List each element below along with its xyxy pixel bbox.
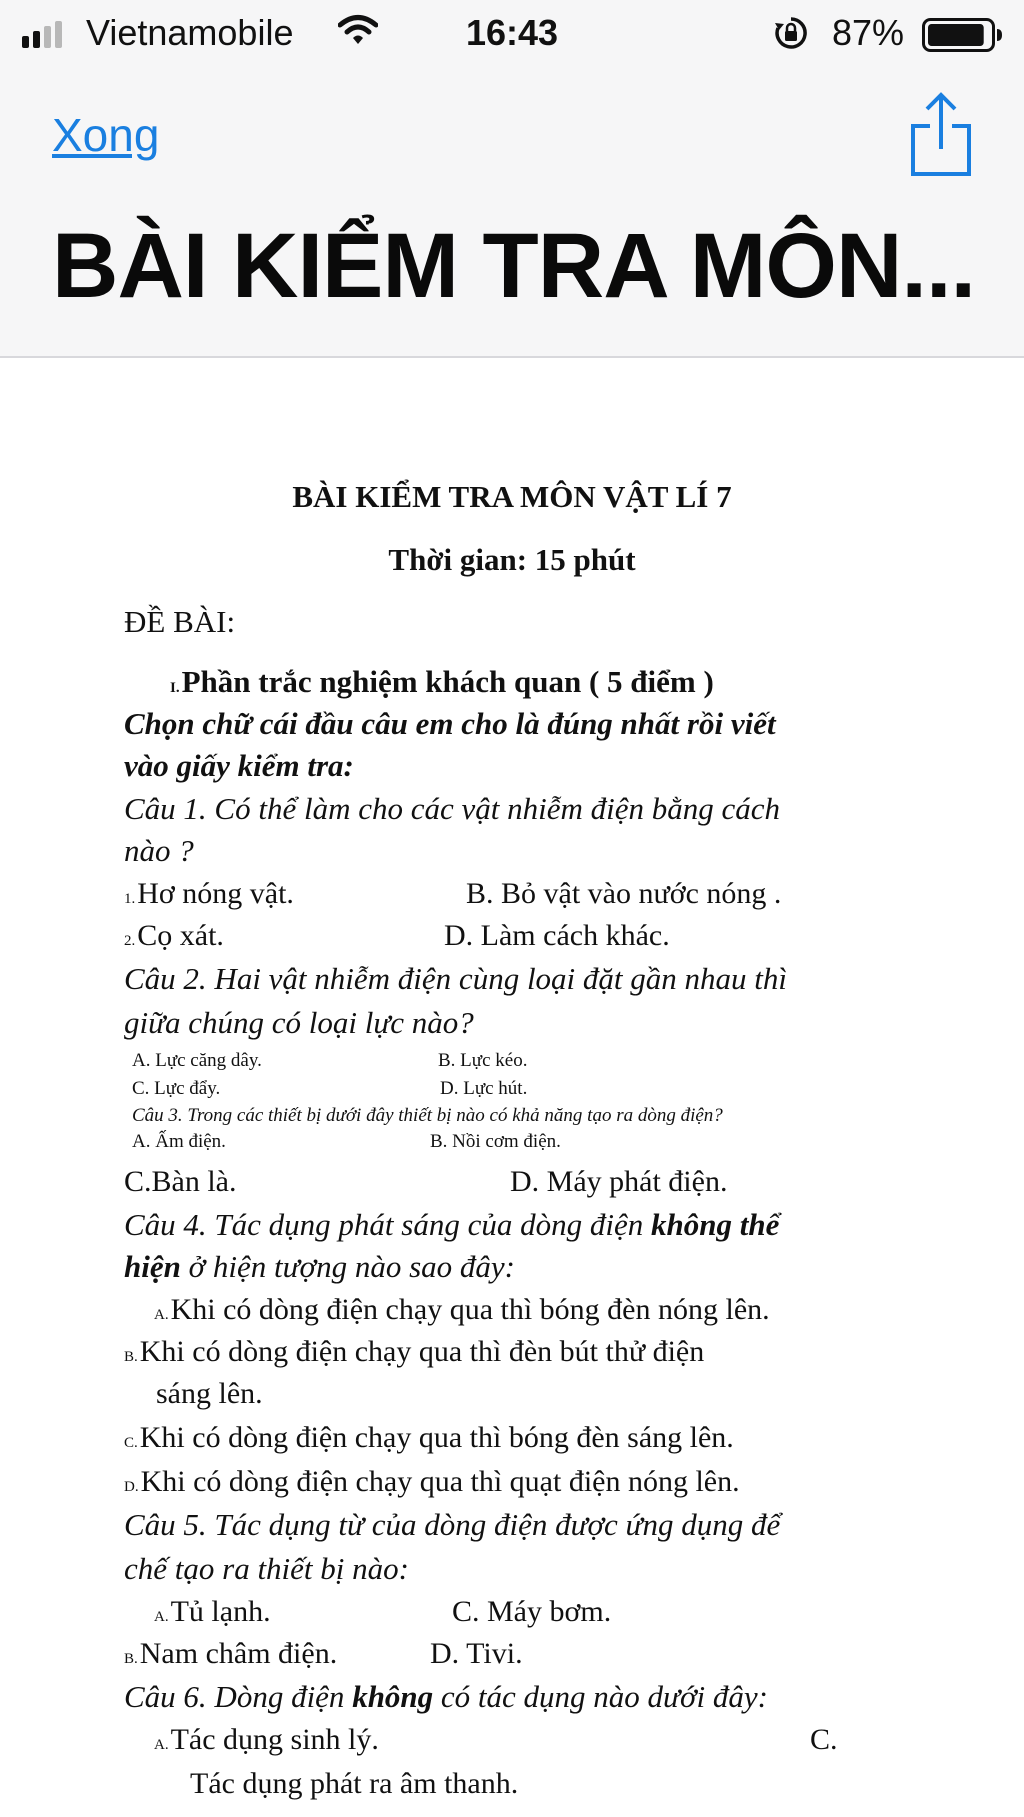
q4-line-2: hiện ở hiện tượng nào sao đây: (124, 1249, 515, 1284)
q1-option-d: D. Làm cách khác. (444, 919, 670, 952)
q3-option-c: C.Bàn là. (124, 1165, 237, 1198)
q2-option-b: B. Lực kéo. (438, 1050, 528, 1071)
q4-option-b: B.Khi có dòng điện chạy qua thì đèn bút thử điện (124, 1335, 705, 1368)
q6-option-c-label: C. (810, 1723, 838, 1756)
battery-icon (922, 18, 1004, 52)
q6-line-1: Câu 6. Dòng điện không có tác dụng nào dưới đây: (124, 1679, 768, 1714)
exam-title: BÀI KIỂM TRA MÔN VẬT LÍ 7 (292, 479, 732, 514)
q5-option-a: A.Tủ lạnh. (154, 1595, 271, 1628)
q5-option-b: B.Nam châm điện. (124, 1637, 338, 1670)
status-time: 16:43 (466, 12, 559, 53)
exam-duration: Thời gian: 15 phút (388, 542, 636, 577)
q4-option-b-cont: sáng lên. (156, 1377, 263, 1410)
battery-percent: 87% (832, 12, 905, 53)
share-icon[interactable] (908, 92, 974, 178)
wifi-icon (338, 14, 378, 46)
q2-option-a: A. Lực căng dây. (132, 1050, 262, 1071)
part-heading-text: Phần trắc nghiệm khách quan ( 5 điểm ) (181, 664, 714, 699)
q6-option-c-text: Tác dụng phát ra âm thanh. (190, 1767, 519, 1800)
q6-option-a: A.Tác dụng sinh lý. (154, 1723, 379, 1756)
q1-option-b: B. Bỏ vật vào nước nóng . (466, 877, 782, 910)
q2-line-1: Câu 2. Hai vật nhiễm điện cùng loại đặt gần nhau thì (124, 961, 788, 996)
q1-option-1: 1.Hơ nóng vật. (124, 877, 294, 910)
q4-option-c: C.Khi có dòng điện chạy qua thì bóng đèn sáng lên. (124, 1421, 734, 1454)
q3-option-b: B. Nồi cơm điện. (430, 1131, 561, 1152)
q1-line-1: Câu 1. Có thể làm cho các vật nhiễm điện bằng cách (124, 791, 781, 826)
q1-option-2: 2.Cọ xát. (124, 919, 224, 952)
q3-option-d: D. Máy phát điện. (510, 1165, 728, 1198)
q2-option-c: C. Lực đẩy. (132, 1078, 221, 1099)
q1-line-2: nào ? (124, 833, 194, 868)
top-bar (0, 0, 1024, 358)
document-page (0, 358, 1024, 1817)
section-label: ĐỀ BÀI: (124, 604, 236, 639)
q4-line-1: Câu 4. Tác dụng phát sáng của dòng điện không thể (124, 1207, 780, 1242)
q2-option-d: D. Lực hút. (440, 1078, 528, 1099)
document-title: BÀI KIỂM TRA MÔN... (52, 215, 976, 317)
done-button[interactable]: Xong (52, 109, 160, 161)
q5-option-d: D. Tivi. (430, 1637, 523, 1670)
q5-line-1: Câu 5. Tác dụng từ của dòng điện được ứng dụng để (124, 1507, 781, 1542)
q5-line-2: chế tạo ra thiết bị nào: (124, 1551, 409, 1586)
q4-option-d: D.Khi có dòng điện chạy qua thì quạt điện nóng lên. (124, 1465, 740, 1498)
instruction-line-2: vào giấy kiểm tra: (124, 748, 354, 783)
rotation-lock-icon (774, 16, 808, 50)
q3-text: Câu 3. Trong các thiết bị dưới đây thiết bị nào có khả năng tạo ra dòng điện? (132, 1105, 723, 1126)
part-heading (170, 664, 714, 700)
instruction-line-1: Chọn chữ cái đầu câu em cho là đúng nhất rồi viết (124, 706, 776, 741)
q3-option-a: A. Ấm điện. (132, 1131, 226, 1152)
part-number: I. (170, 680, 180, 696)
carrier-name: Vietnamobile (86, 12, 294, 53)
status-bar (0, 0, 1024, 66)
q5-option-c: C. Máy bơm. (452, 1595, 612, 1628)
q2-line-2: giữa chúng có loại lực nào? (124, 1005, 474, 1040)
q4-option-a: A.Khi có dòng điện chạy qua thì bóng đèn nóng lên. (154, 1293, 770, 1326)
